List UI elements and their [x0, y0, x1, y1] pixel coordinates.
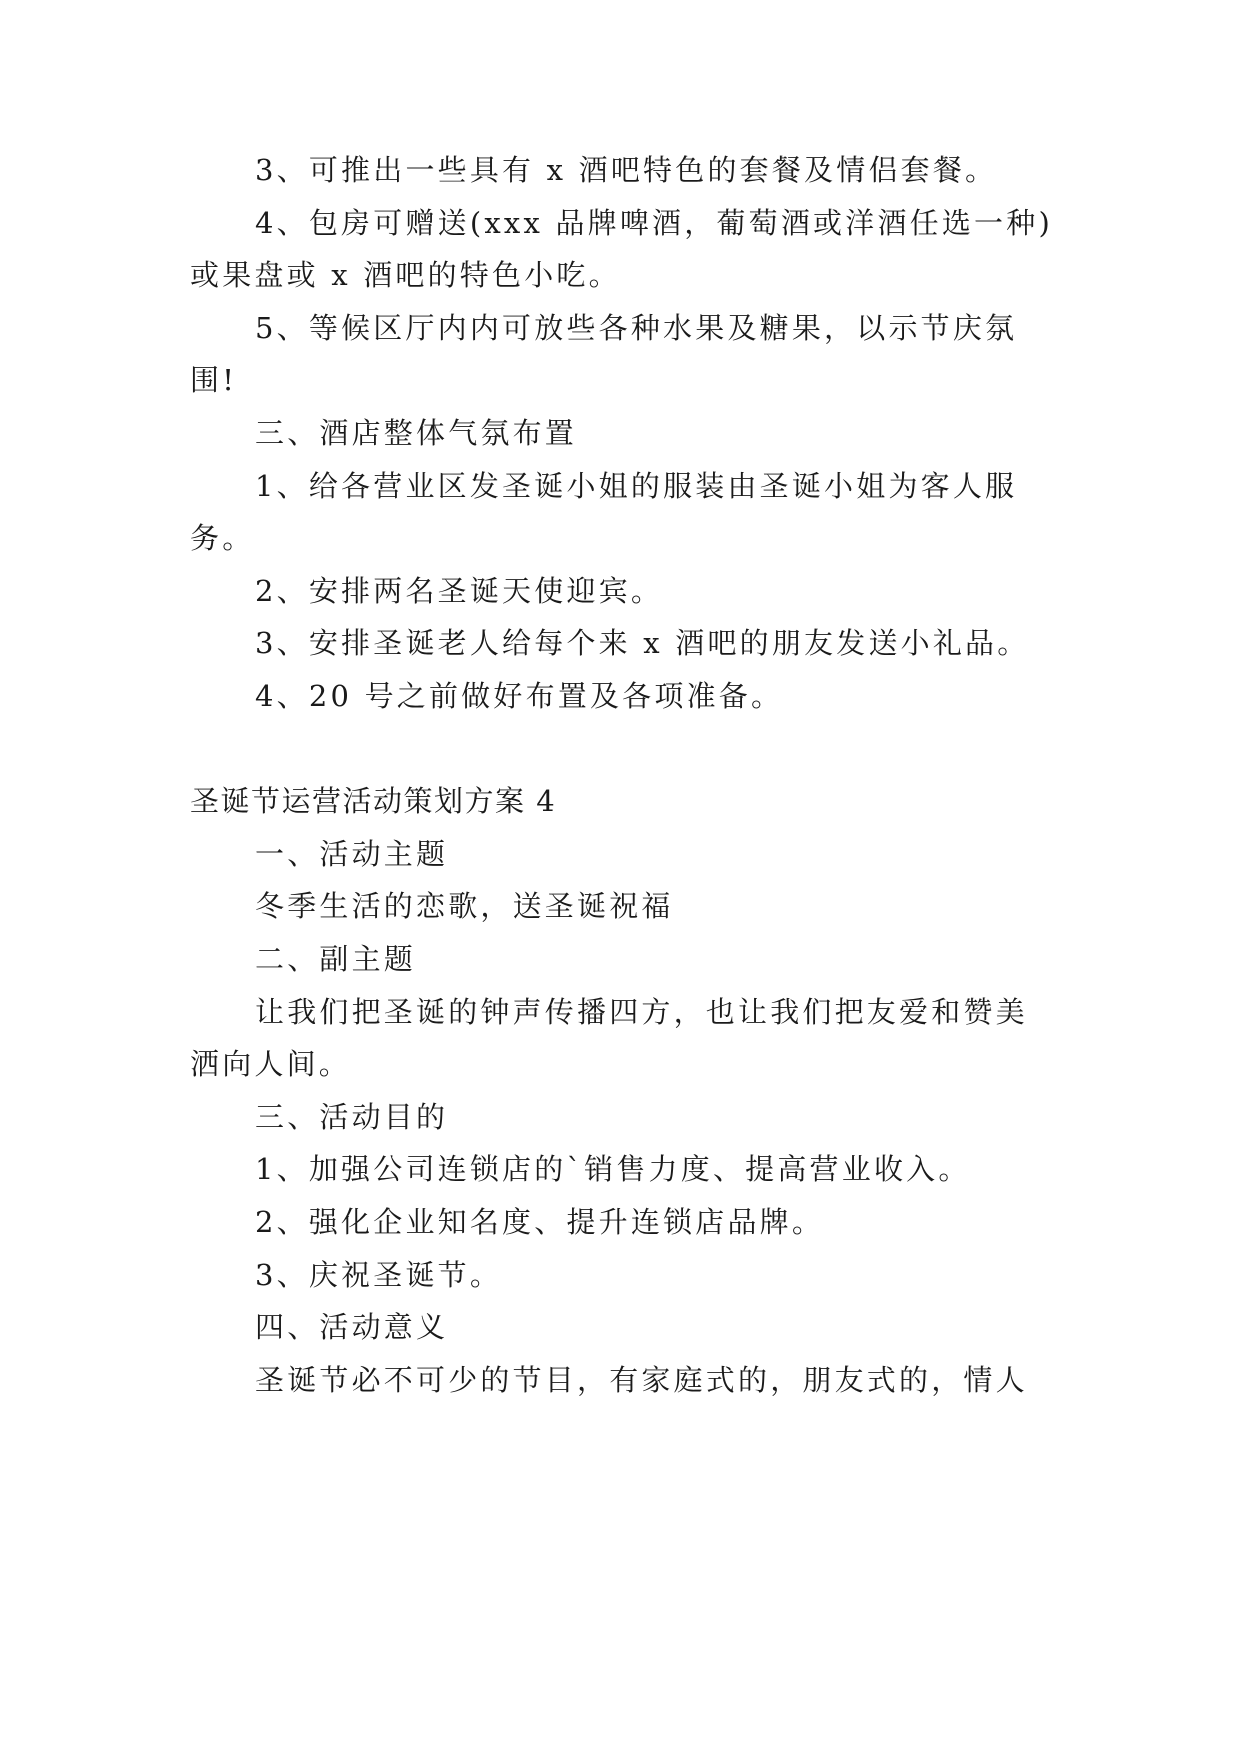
section-heading: 三、酒店整体气氛布置	[255, 416, 578, 450]
paragraph-line: 3、庆祝圣诞节。	[255, 1258, 503, 1292]
paragraph-line: 2、强化企业知名度、提升连锁店品牌。	[255, 1205, 825, 1239]
paragraph-line: 3、可推出一些具有 x 酒吧特色的套餐及情侣套餐。	[255, 153, 998, 187]
paragraph-line: 或果盘或 x 酒吧的特色小吃。	[190, 258, 621, 292]
section-heading: 一、活动主题	[255, 837, 449, 871]
section-heading: 四、活动意义	[255, 1310, 449, 1344]
paragraph-line: 圣诞节必不可少的节目，有家庭式的，朋友式的，情人	[255, 1363, 1028, 1397]
paragraph-line: 1、加强公司连锁店的`销售力度、提高营业收入。	[255, 1152, 971, 1186]
document-title: 圣诞节运营活动策划方案 4	[190, 784, 557, 818]
paragraph-line: 洒向人间。	[190, 1047, 352, 1081]
section-heading: 二、副主题	[255, 942, 417, 976]
paragraph-line: 务。	[190, 521, 255, 555]
paragraph-line: 3、安排圣诞老人给每个来 x 酒吧的朋友发送小礼品。	[255, 626, 1030, 660]
paragraph-line: 冬季生活的恋歌，送圣诞祝福	[255, 889, 674, 923]
paragraph-line: 1、给各营业区发圣诞小姐的服装由圣诞小姐为客人服	[255, 469, 1018, 503]
paragraph-line: 让我们把圣诞的钟声传播四方，也让我们把友爱和赞美	[255, 995, 1028, 1029]
paragraph-line: 围!	[190, 363, 238, 397]
paragraph-line: 4、包房可赠送(xxx 品牌啤酒，葡萄酒或洋酒任选一种)	[255, 206, 1053, 240]
paragraph-line: 2、安排两名圣诞天使迎宾。	[255, 574, 664, 608]
paragraph-line: 4、20 号之前做好布置及各项准备。	[255, 679, 784, 713]
paragraph-line: 5、等候区厅内内可放些各种水果及糖果，以示节庆氛	[255, 311, 1018, 345]
section-heading: 三、活动目的	[255, 1100, 449, 1134]
